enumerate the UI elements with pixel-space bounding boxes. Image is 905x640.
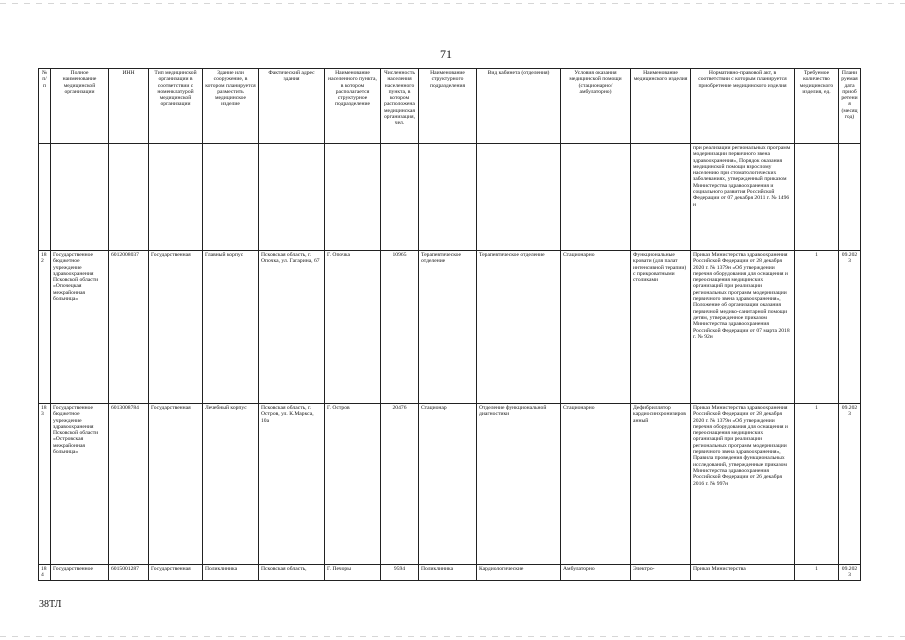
table-cell: Поликлиника bbox=[203, 565, 259, 581]
table-cell: 10965 bbox=[381, 251, 419, 404]
table-cell: Отделение функциональной диагностики bbox=[477, 404, 561, 565]
table-cell bbox=[631, 144, 691, 251]
table-cell bbox=[419, 144, 477, 251]
header-cell: ИНН bbox=[109, 69, 149, 144]
scan-artifact-bottom bbox=[0, 636, 905, 637]
table-cell bbox=[51, 144, 109, 251]
table-header-row bbox=[39, 69, 861, 144]
table-cell bbox=[325, 144, 381, 251]
header-cell: Фактический адрес здания bbox=[259, 69, 325, 144]
header-cell: Условия оказания медицинской помощи (стационарно/амбулаторно) bbox=[561, 69, 631, 144]
table-cell: Стационарно bbox=[561, 251, 631, 404]
table-cell: 1 bbox=[795, 251, 839, 404]
table-cell bbox=[381, 144, 419, 251]
table-cell: 6012008037 bbox=[109, 251, 149, 404]
table-cell: Стационар bbox=[419, 404, 477, 565]
header-cell: Наименование медицинского изделия bbox=[631, 69, 691, 144]
table-cell: 09.2023 bbox=[839, 251, 861, 404]
table-cell: 1 bbox=[795, 565, 839, 581]
table-cell bbox=[561, 144, 631, 251]
table-cell: Государственная bbox=[149, 404, 203, 565]
table-cell: Функциональные кровати (для палат интенсивной терапии) с прикроватными столиками bbox=[631, 251, 691, 404]
table-cell bbox=[795, 144, 839, 251]
table-cell: Псковская область, г. Опочка, ул. Гагарина, 67 bbox=[259, 251, 325, 404]
table-row-continuation bbox=[39, 144, 861, 251]
equipment-register-table bbox=[38, 68, 861, 581]
table-cell: Электро- bbox=[631, 565, 691, 581]
table-cell bbox=[149, 144, 203, 251]
table-cell: 9594 bbox=[381, 565, 419, 581]
table-cell: Дефибриллятор кардиосинхронизированный bbox=[631, 404, 691, 565]
table-row bbox=[39, 404, 861, 565]
table-cell: 09.2023 bbox=[839, 404, 861, 565]
table-cell: Главный корпус bbox=[203, 251, 259, 404]
table-cell: Поликлиника bbox=[419, 565, 477, 581]
table-cell bbox=[203, 144, 259, 251]
table-cell bbox=[39, 144, 51, 251]
table-cell bbox=[839, 144, 861, 251]
header-cell: Здание или сооружение, в котором планируется разместить медицинское изделие bbox=[203, 69, 259, 144]
table-cell: Г. Остров bbox=[325, 404, 381, 565]
table-cell: Г. Опочка bbox=[325, 251, 381, 404]
header-cell: Наименование структурного подразделения bbox=[419, 69, 477, 144]
table-cell: 6013008784 bbox=[109, 404, 149, 565]
header-cell: Полное наименование медицинской организации bbox=[51, 69, 109, 144]
footer-code: 38ТЛ bbox=[39, 599, 62, 610]
table-cell: 09.2023 bbox=[839, 565, 861, 581]
table-cell: Терапевтическое отделение bbox=[477, 251, 561, 404]
header-cell: Нормативно-правовой акт, в соответствии с которым планируется приобретение медицинского изделия bbox=[691, 69, 795, 144]
table-cell: Государственное бюджетное учреждение здравоохранения Псковской области «Островская межрайонная больница» bbox=[51, 404, 109, 565]
table-cell: Псковская область, bbox=[259, 565, 325, 581]
table-cell bbox=[259, 144, 325, 251]
header-cell: Вид кабинета (отделения) bbox=[477, 69, 561, 144]
table-cell: 1 bbox=[795, 404, 839, 565]
table-row bbox=[39, 251, 861, 404]
table-cell: Псковская область, г. Остров, ул. К.Маркса, 10а bbox=[259, 404, 325, 565]
header-cell: Тип медицинской организации в соответствии с номенклатурой медицинской организации bbox=[149, 69, 203, 144]
scan-artifact-top bbox=[0, 3, 905, 4]
header-cell: № п/п bbox=[39, 69, 51, 144]
table-cell: Г. Печоры bbox=[325, 565, 381, 581]
table-cell: Стационарно bbox=[561, 404, 631, 565]
table-cell: 183 bbox=[39, 404, 51, 565]
header-cell: Требуемое количество медицинского изделия, ед. bbox=[795, 69, 839, 144]
table-cell: Государственная bbox=[149, 251, 203, 404]
table-cell: Государственное bbox=[51, 565, 109, 581]
table-cell: 20476 bbox=[381, 404, 419, 565]
table-cell: Лечебный корпус bbox=[203, 404, 259, 565]
table-cell: 6015001287 bbox=[109, 565, 149, 581]
table-cell: Государственная bbox=[149, 565, 203, 581]
table-cell: Приказ Министерства здравоохранения Российской Федерации от 28 декабря 2020 г. № 1379н «Об утверждении перечня оборудования для оснащения и переоснащения медицинских организаций при реализации региональных программ модернизации первичного звена здравоохранения», Положение об организации оказания первичной медико-санитарной помощи детям, утвержденное приказом Министерства здравоохранения Российской Федерации от 07 марта 2018 г. № 92н bbox=[691, 251, 795, 404]
table-cell: 182 bbox=[39, 251, 51, 404]
table-cell: Приказ Министерства bbox=[691, 565, 795, 581]
header-cell: Численность населения населенного пункта, в котором расположена медицинская организация, чел. bbox=[381, 69, 419, 144]
page-number: 71 bbox=[440, 47, 452, 61]
table-cell: Приказ Министерства здравоохранения Российской Федерации от 28 декабря 2020 г. № 1379н «Об утверждении перечня оборудования для оснащения и переоснащения медицинских организаций при реализации региональных программ модернизации первичного звена здравоохранения», Правила проведения функциональных исследований, утвержденные приказом Министерства здравоохранения Российской Федерации от 26 декабря 2016 г. № 997н bbox=[691, 404, 795, 565]
table-cell: 184 bbox=[39, 565, 51, 581]
table-row bbox=[39, 565, 861, 581]
table-cell: Кардиологические bbox=[477, 565, 561, 581]
header-cell: Наименование населенного пункта, в котором располагается структурное подразделение bbox=[325, 69, 381, 144]
table-cell: Государственное бюджетное учреждение здравоохранения Псковской области «Опочецкая межрайонная больница» bbox=[51, 251, 109, 404]
table-cell: Терапевтическое отделение bbox=[419, 251, 477, 404]
table-cell: при реализации региональных программ модернизации первичного звена здравоохранения», Порядок оказания медицинской помощи взрослому населению при стоматологических заболеваниях, утвержденный приказом Министерства здравоохранения и социального развития Российской Федерации от 07 декабря 2011 г. № 1496 н bbox=[691, 144, 795, 251]
table-cell bbox=[109, 144, 149, 251]
table-cell: Амбулаторно bbox=[561, 565, 631, 581]
table-cell bbox=[477, 144, 561, 251]
header-cell: Планируемая дата приобретения (месяц год) bbox=[839, 69, 861, 144]
